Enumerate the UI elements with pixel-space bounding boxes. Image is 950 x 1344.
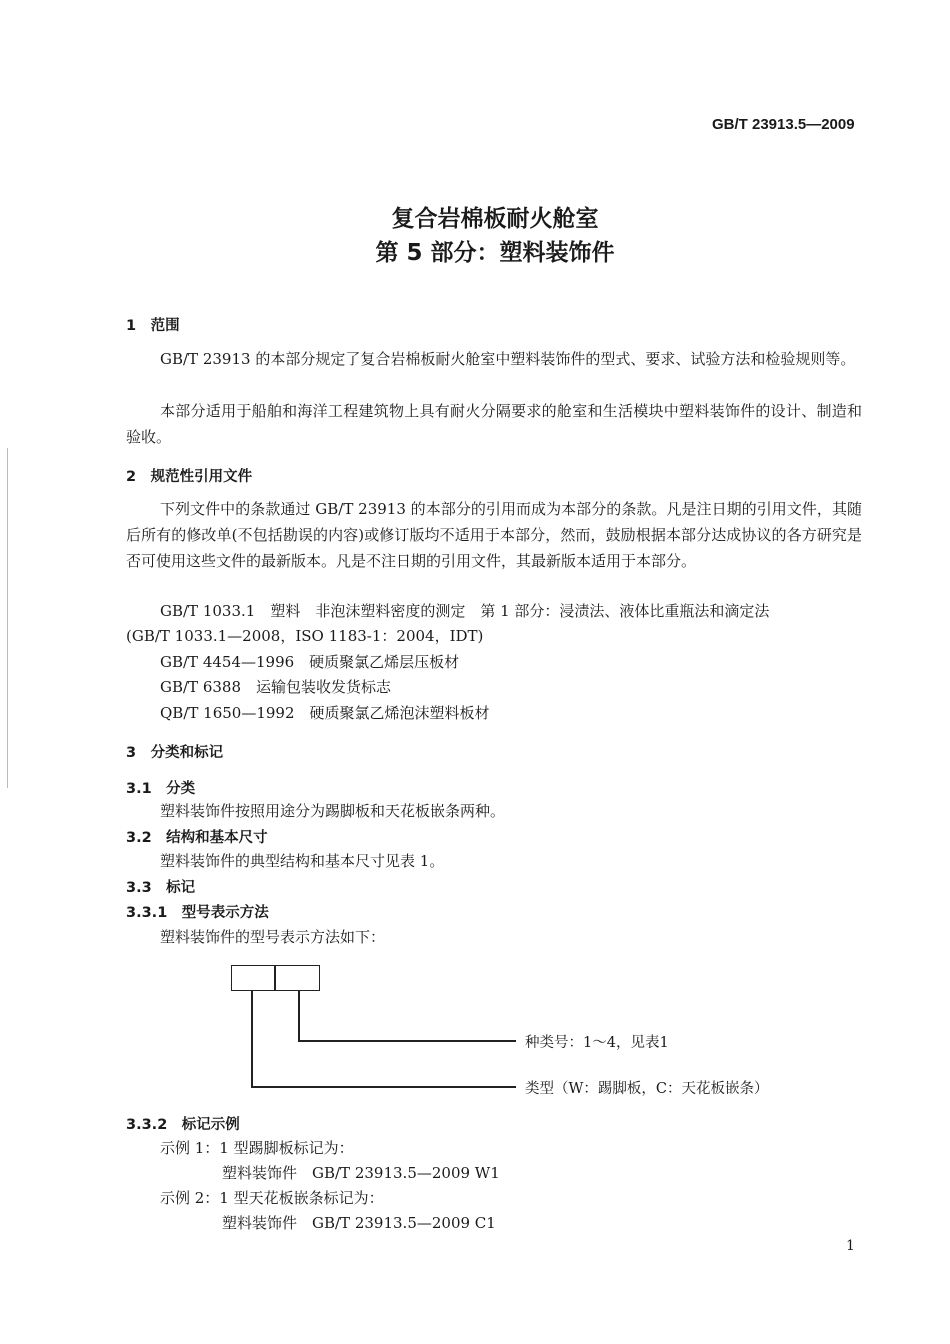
section-3-3-1-heading: 3.3.1 型号表示方法 xyxy=(126,905,269,921)
standard-code: GB/T 23913.5—2009 xyxy=(712,116,855,133)
page-number: 1 xyxy=(846,1238,855,1254)
reference-item: QB/T 1650—1992 硬质聚氯乙烯泡沫塑料板材 xyxy=(160,704,490,722)
example-1-value: 塑料装饰件 GB/T 23913.5—2009 W1 xyxy=(222,1164,500,1182)
section-2-paragraph: 下列文件中的条款通过 GB/T 23913 的本部分的引用而成为本部分的条款。凡是注日期的引用文件，其随后所有的修改单(不包括勘误的内容)或修订版均不适用于本部分，然而，鼓励根据本部分达成协议的各方研究是否可使用这些文件的最新版本。凡是不注日期的引用文件，其最新版本适用于本部分。 xyxy=(126,500,862,570)
type-leader-vertical xyxy=(251,991,253,1087)
type-code-box xyxy=(231,965,276,991)
section-3-3-1-text: 塑料装饰件的型号表示方法如下： xyxy=(160,928,386,946)
reference-item: (GB/T 1033.1—2008，ISO 1183-1：2004，IDT) xyxy=(126,627,484,645)
section-3-heading: 3 分类和标记 xyxy=(126,745,224,761)
section-1-paragraph-2: 本部分适用于船舶和海洋工程建筑物上具有耐火分隔要求的舱室和生活模块中塑料装饰件的设计、制造和验收。 xyxy=(126,402,862,446)
kind-leader-vertical xyxy=(298,991,300,1041)
example-2-value: 塑料装饰件 GB/T 23913.5—2009 C1 xyxy=(222,1214,496,1232)
reference-item: GB/T 6388 运输包装收发货标志 xyxy=(160,678,392,696)
section-3-2-heading: 3.2 结构和基本尺寸 xyxy=(126,830,268,846)
type-leader-horizontal xyxy=(251,1086,516,1088)
type-label: 类型（W：踢脚板，C：天花板嵌条） xyxy=(525,1081,769,1097)
section-3-3-heading: 3.3 标记 xyxy=(126,880,196,896)
reference-item: GB/T 4454—1996 硬质聚氯乙烯层压板材 xyxy=(160,653,460,671)
kind-leader-horizontal xyxy=(298,1040,516,1042)
section-3-1-text: 塑料装饰件按照用途分为踢脚板和天花板嵌条两种。 xyxy=(160,802,506,820)
section-3-3-2-heading: 3.3.2 标记示例 xyxy=(126,1117,240,1133)
example-2-label: 示例 2：1 型天花板嵌条标记为： xyxy=(160,1189,384,1207)
section-3-1-heading: 3.1 分类 xyxy=(126,781,196,797)
section-2-heading: 2 规范性引用文件 xyxy=(126,469,253,485)
kind-number-box xyxy=(274,965,320,991)
scan-edge-line xyxy=(7,448,8,788)
section-1-heading: 1 范围 xyxy=(126,318,180,334)
document-subtitle: 第 5 部分：塑料装饰件 xyxy=(375,240,615,266)
kind-number-label: 种类号：1～4，见表1 xyxy=(525,1035,669,1051)
section-1-paragraph-1: GB/T 23913 的本部分规定了复合岩棉板耐火舱室中塑料装饰件的型式、要求、试验方法和检验规则等。 xyxy=(160,350,856,368)
section-3-2-text: 塑料装饰件的典型结构和基本尺寸见表 1。 xyxy=(160,852,445,870)
document-title: 复合岩棉板耐火舱室 xyxy=(391,206,599,232)
reference-item: GB/T 1033.1 塑料 非泡沫塑料密度的测定 第 1 部分：浸渍法、液体比重瓶法和滴定法 xyxy=(160,602,770,620)
example-1-label: 示例 1：1 型踢脚板标记为： xyxy=(160,1139,354,1157)
